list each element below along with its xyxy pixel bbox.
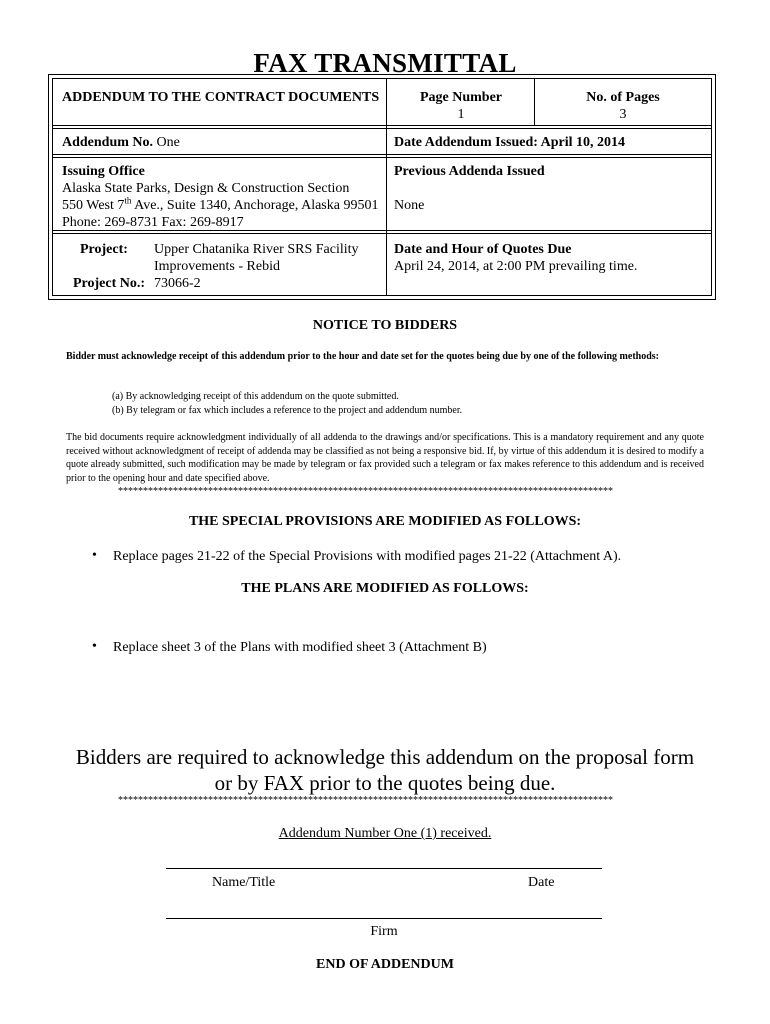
addendum-number-value: One	[156, 135, 180, 150]
issuing-office-line2	[62, 197, 378, 214]
addendum-heading: ADDENDUM TO THE CONTRACT DOCUMENTS	[62, 90, 380, 105]
special-provisions-item: Replace pages 21-22 of the Special Provisions with modified pages 21-22 (Attachment A).	[113, 549, 622, 564]
firm-label: Firm	[370, 924, 398, 939]
address-superscript: th	[124, 195, 132, 206]
row-divider	[52, 128, 712, 129]
bullet-icon: •	[92, 639, 97, 654]
notice-method-a: (a) By acknowledging receipt of this addendum on the quote submitted.	[112, 391, 399, 402]
acknowledge-line1: Bidders are required to acknowledge this addendum on the proposal form	[75, 745, 695, 769]
project-name-line1: Upper Chatanika River SRS Facility	[154, 242, 359, 257]
row-divider	[52, 157, 712, 158]
separator-stars: ***************************************************************************************************	[118, 795, 613, 806]
addendum-number	[62, 134, 180, 151]
special-provisions-heading: THE SPECIAL PROVISIONS ARE MODIFIED AS FOLLOWS:	[188, 514, 582, 529]
notice-body: The bid documents require acknowledgment individually of all addenda to the drawings and/or specifications. This is a mandatory requirement and any quote received without acknowledgment of receipt of addenda may be classified as not being a responsive bid. If, by virtue of this addendum it is desired to modify a quote already submitted, such modification may be made by telegram or fax provided such a telegram or fax makes reference to this addendum and is received prior to the opening hour and date specified above.	[66, 432, 704, 484]
project-number-label: Project No.:	[73, 276, 146, 291]
notice-heading: NOTICE TO BIDDERS	[312, 318, 458, 333]
page-number-label: Page Number	[419, 90, 503, 105]
address-street: 550 West 7	[62, 198, 125, 213]
notice-intro: Bidder must acknowledge receipt of this addendum prior to the hour and date set for the quotes being due by one of the following methods:	[66, 351, 659, 362]
pages-label: No. of Pages	[586, 90, 660, 105]
column-divider	[534, 78, 535, 126]
date-issued: Date Addendum Issued: April 10, 2014	[394, 135, 626, 150]
column-divider	[386, 78, 387, 296]
issuing-office-phone: Phone: 269-8731 Fax: 269-8917	[62, 215, 244, 230]
acknowledge-line2: or by FAX prior to the quotes being due.	[214, 771, 556, 795]
issuing-office-line1: Alaska State Parks, Design & Construction Section	[62, 181, 350, 196]
row-divider	[52, 233, 712, 234]
page-number-value: 1	[457, 107, 465, 122]
notice-method-b: (b) By telegram or fax which includes a reference to the project and addendum number.	[112, 405, 463, 416]
quotes-due-label: Date and Hour of Quotes Due	[394, 242, 572, 257]
name-title-label: Name/Title	[212, 875, 276, 890]
previous-addenda-value: None	[394, 198, 425, 213]
project-name-line2: Improvements - Rebid	[154, 259, 280, 274]
firm-line	[166, 918, 602, 919]
plans-item: Replace sheet 3 of the Plans with modified sheet 3 (Attachment B)	[113, 640, 487, 655]
project-label: Project:	[80, 242, 128, 257]
date-label: Date	[528, 875, 555, 890]
end-of-addendum: END OF ADDENDUM	[316, 957, 454, 972]
separator-stars: ***************************************************************************************************	[118, 486, 613, 497]
bullet-icon: •	[92, 548, 97, 563]
addendum-received: Addendum Number One (1) received.	[278, 826, 492, 841]
plans-heading: THE PLANS ARE MODIFIED AS FOLLOWS:	[241, 581, 529, 596]
project-number-value: 73066-2	[154, 276, 201, 291]
row-divider	[52, 125, 712, 126]
previous-addenda-label: Previous Addenda Issued	[394, 164, 545, 179]
addendum-number-label: Addendum No.	[62, 135, 154, 150]
quotes-due-value: April 24, 2014, at 2:00 PM prevailing time.	[394, 259, 638, 274]
signature-line	[166, 868, 602, 869]
document-title: FAX TRANSMITTAL	[253, 48, 517, 78]
row-divider	[52, 154, 712, 155]
address-rest: Ave., Suite 1340, Anchorage, Alaska 99501	[131, 198, 379, 213]
issuing-office-label: Issuing Office	[62, 164, 145, 179]
pages-value: 3	[619, 107, 627, 122]
